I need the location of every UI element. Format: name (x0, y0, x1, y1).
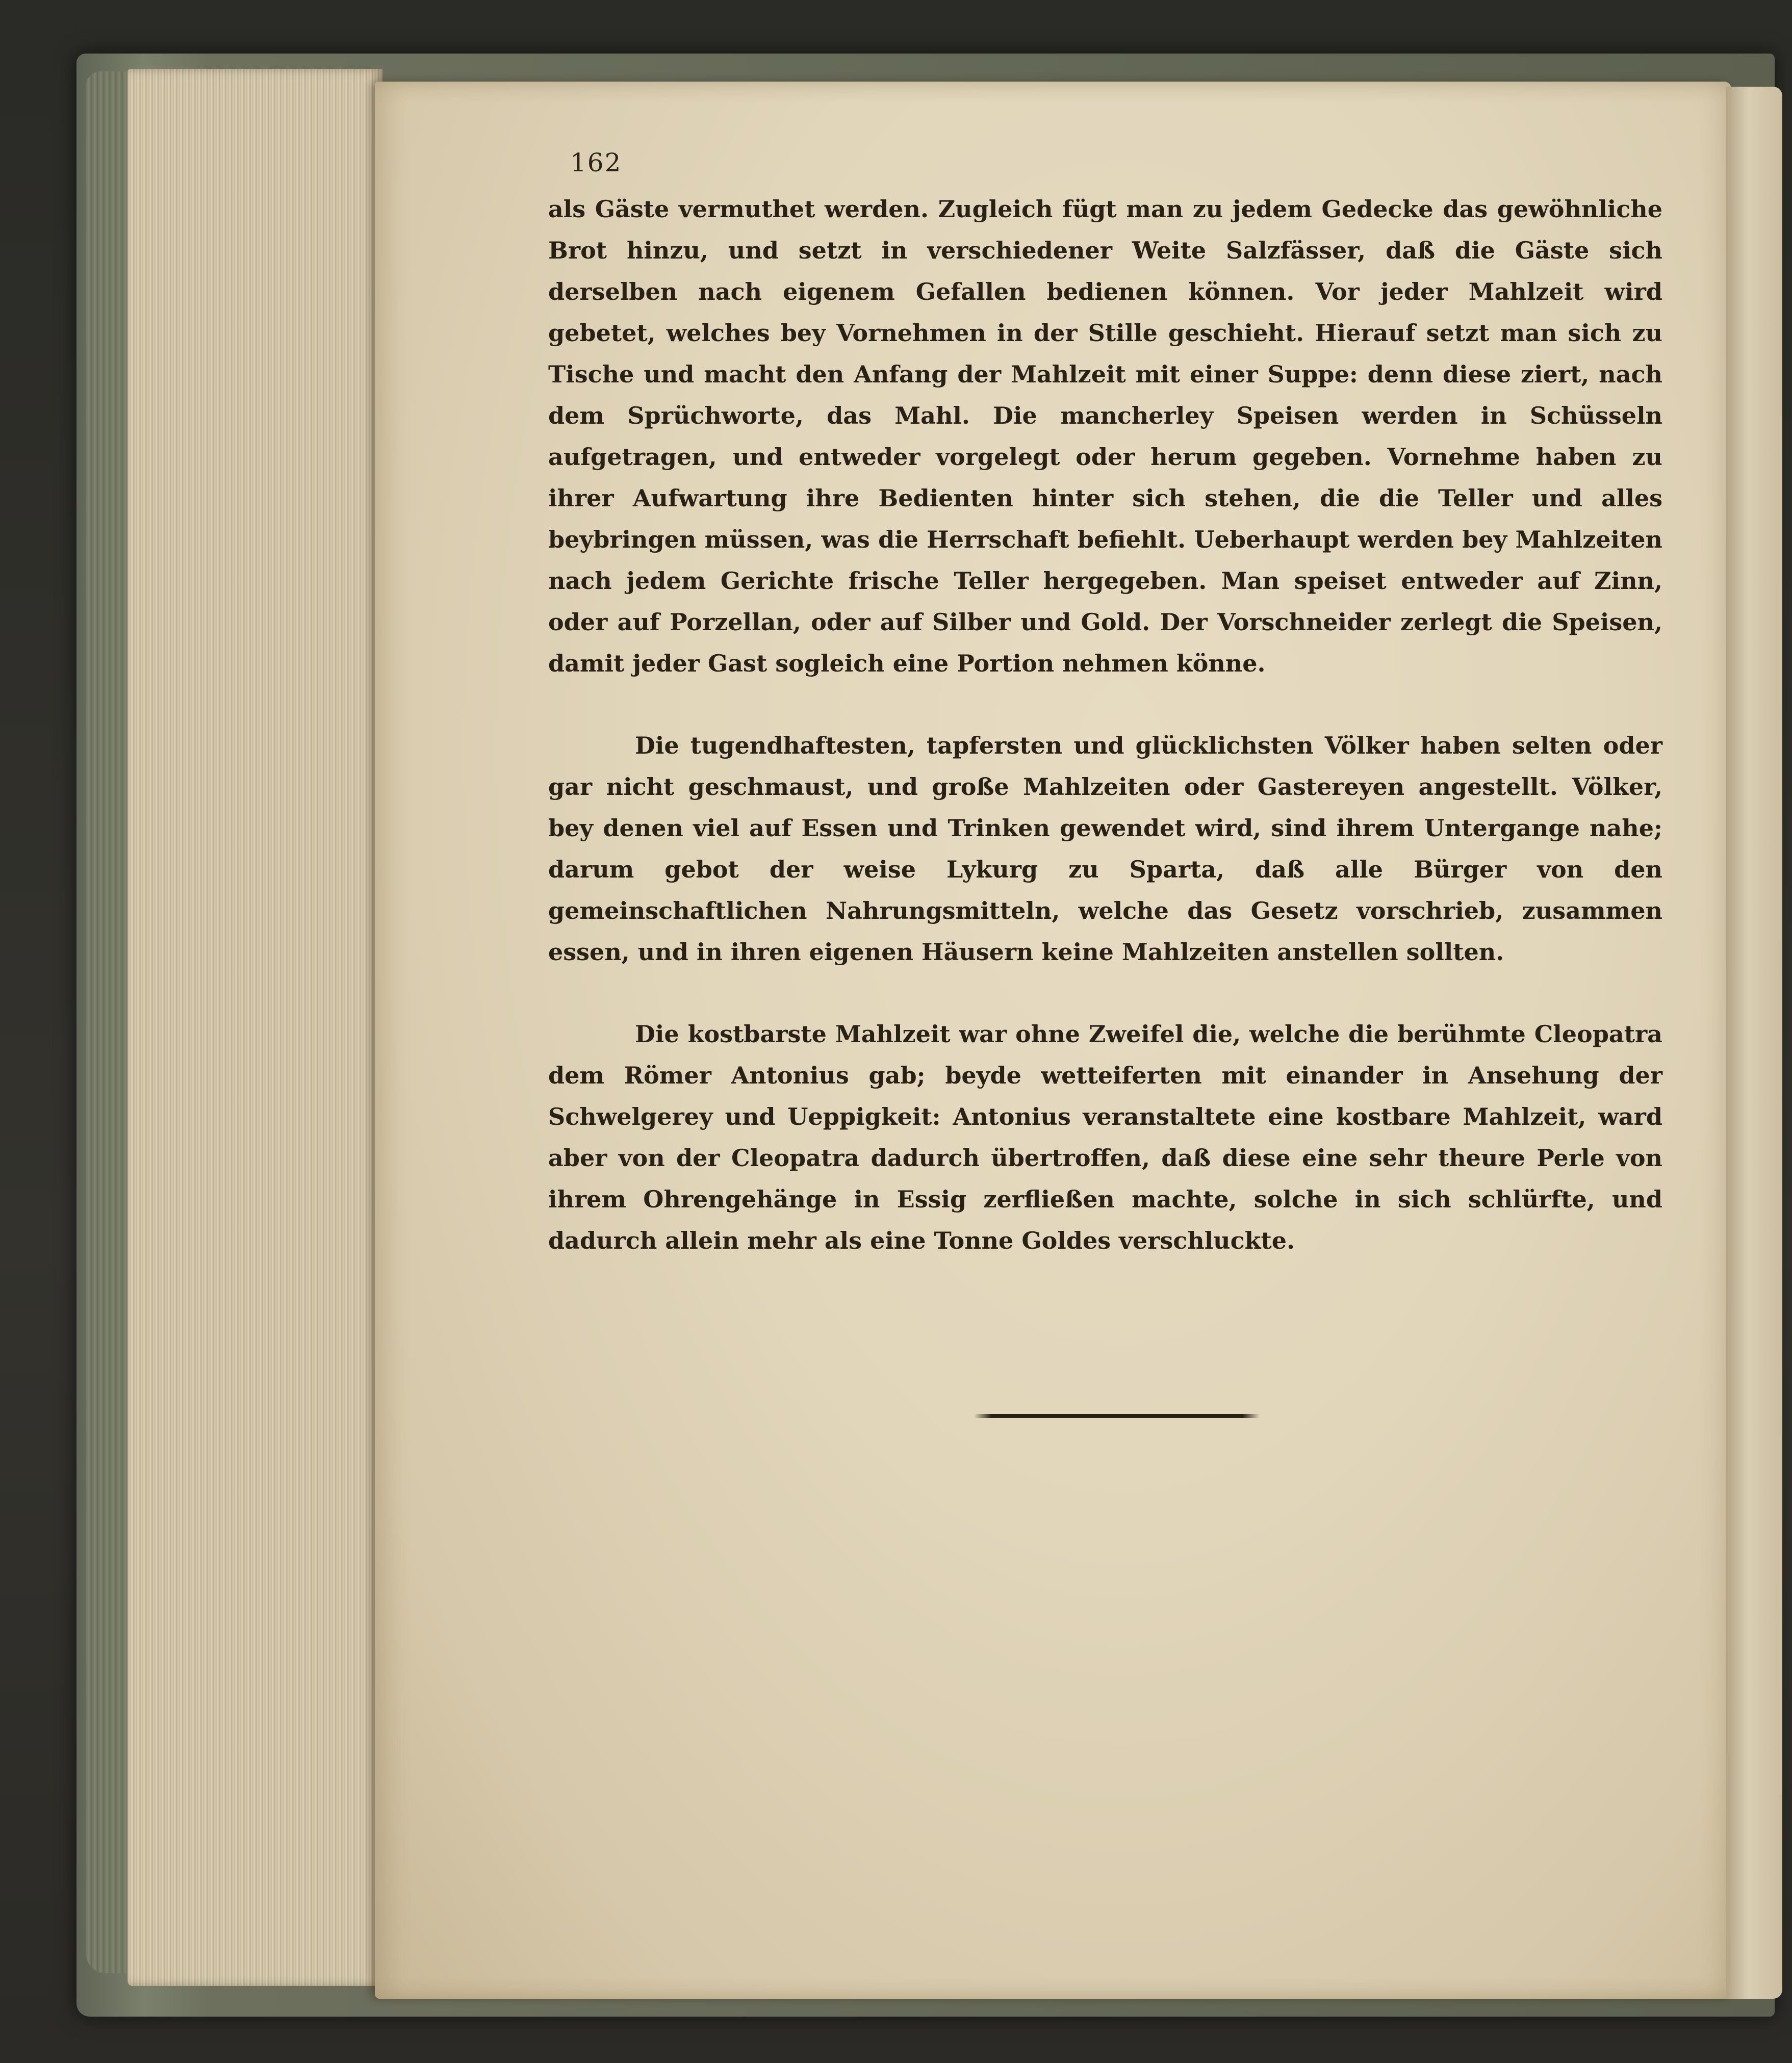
page-text (548, 189, 1662, 1261)
page-number: 162 (570, 148, 622, 177)
paragraph-2: Die tugendhaftesten, tapfersten und glücklichsten Völker haben selten oder gar nicht geschmaust, und große Mahlzeiten oder Gastereyen angestellt. Völker, bey denen viel auf Essen und Trinken gewendet wird, sind ihrem Untergange nahe; darum gebot der weise Lykurg zu Sparta, daß alle Bürger von den gemeinschaftlichen Nahrungsmitteln, welche das Gesetz vorschrieb, zusammen essen, und in ihren eigenen Häusern keine Mahlzeiten anstellen sollten. (548, 732, 1662, 966)
facing-page-edge (1726, 87, 1782, 1999)
paragraph-gap (548, 973, 1662, 1014)
paragraph-gap (548, 684, 1662, 725)
paragraph-1: als Gäste vermuthet werden. Zugleich fügt man zu jedem Gedecke das gewöhnliche Brot hinzu, und setzt in verschiedener Weite Salzfässer, daß die Gäste sich derselben nach eigenem Gefallen bedienen können. Vor jeder Mahlzeit wird gebetet, welches bey Vornehmen in der Stille geschieht. Hierauf setzt man sich zu Tische und macht den Anfang der Mahlzeit mit einer Suppe: denn diese ziert, nach dem Sprüchworte, das Mahl. Die mancherley Speisen werden in Schüsseln aufgetragen, und entweder vorgelegt oder herum gegeben. Vornehme haben zu ihrer Aufwartung ihre Bedienten hinter sich stehen, die die Teller und alles beybringen müssen, was die Herrschaft befiehlt. Ueberhaupt werden bey Mahlzeiten nach jedem Gerichte frische Teller hergegeben. Man speiset entweder auf Zinn, oder auf Porzellan, oder auf Silber und Gold. Der Vorschneider zerlegt die Speisen, damit jeder Gast sogleich eine Portion nehmen könne. (548, 195, 1662, 677)
section-end-rule (974, 1414, 1260, 1418)
page-stack-edge (127, 69, 382, 1986)
paragraph-3: Die kostbarste Mahlzeit war ohne Zweifel die, welche die berühmte Cleopatra dem Römer Antonius gab; beyde wetteiferten mit einander in Ansehung der Schwelgerey und Ueppigkeit: Antonius veranstaltete eine kostbare Mahlzeit, ward aber von der Cleopatra dadurch übertroffen, daß diese eine sehr theure Perle von ihrem Ohrengehänge in Essig zerfließen machte, solche in sich schlürfte, und dadurch allein mehr als eine Tonne Goldes verschluckte. (548, 1020, 1662, 1254)
book-spine-edge (86, 71, 132, 1973)
